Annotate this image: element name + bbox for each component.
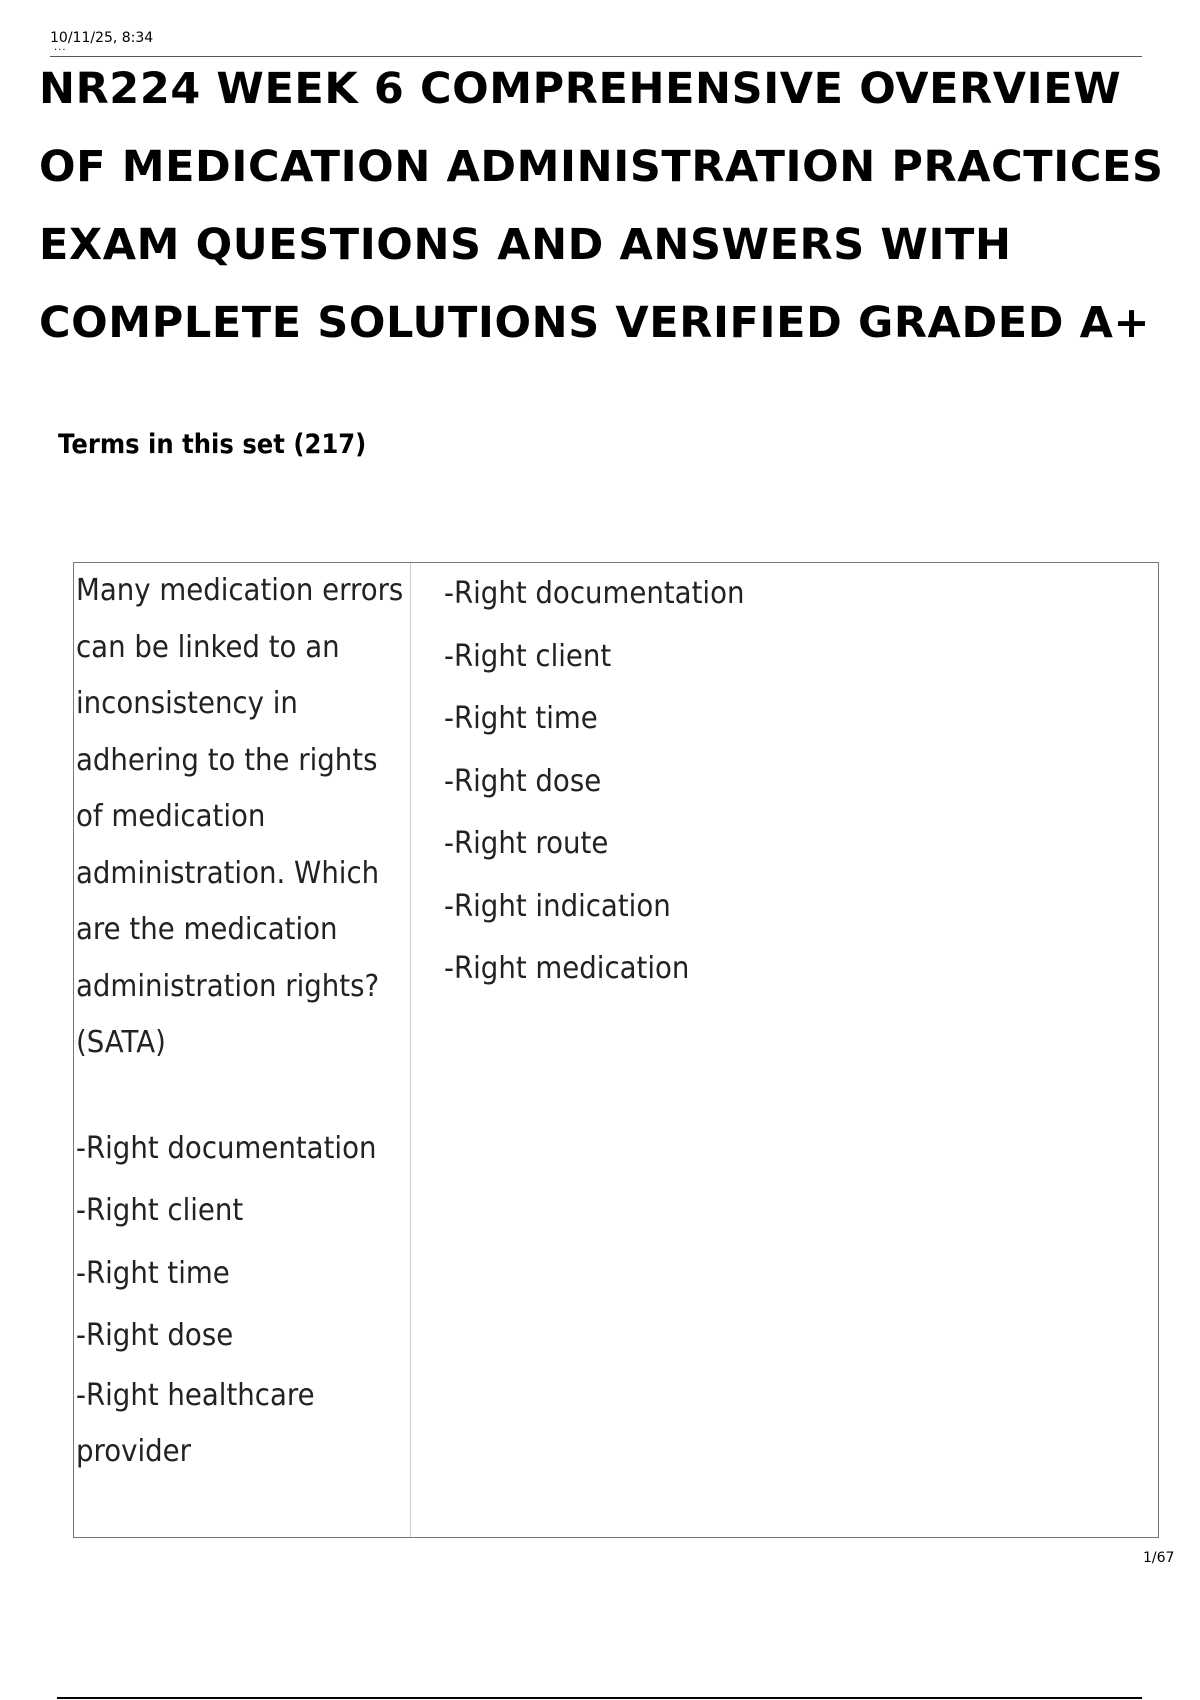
definition-item: -Right indication [444, 888, 671, 924]
term-option: -Right time [76, 1255, 230, 1291]
print-timestamp: 10/11/25, 8:34 [50, 30, 154, 46]
definition-column [444, 563, 1144, 1001]
page-number: 1/67 [1143, 1550, 1175, 1566]
term-option: -Right documentation [76, 1130, 377, 1166]
definition-item: -Right medication [444, 951, 690, 986]
term-option [76, 1368, 380, 1480]
term-option-text: -Right healthcare provider [76, 1377, 315, 1469]
definition-item: -Right time [444, 701, 598, 736]
footer-divider [57, 1697, 1142, 1699]
document-title: NR224 WEEK 6 COMPREHENSIVE OVERVIEW OF MEDICATION ADMINISTRATION PRACTICES EXAM QUESTIONS AND ANSWERS WITH COMPLETE SOLUTIONS VERIFIED GRADED A+ [39, 64, 1164, 348]
term-question: Many medication errors can be linked to an inconsistency in adhering to the rights of medication administration. Which are the medication administration rights? (SATA) [76, 573, 404, 1060]
header-ellipsis: ··· [54, 45, 67, 56]
term-column [74, 563, 411, 1537]
definition-item: -Right client [444, 638, 612, 674]
flashcard [73, 562, 1159, 1538]
definition-item: -Right route [444, 826, 609, 861]
definition-item: -Right dose [444, 763, 602, 799]
term-option: -Right client [76, 1193, 244, 1228]
terms-count-heading: Terms in this set (217) [58, 429, 367, 460]
definition-item: -Right documentation [444, 576, 745, 611]
term-option-list [76, 1118, 410, 1480]
term-option: -Right dose [76, 1318, 234, 1353]
